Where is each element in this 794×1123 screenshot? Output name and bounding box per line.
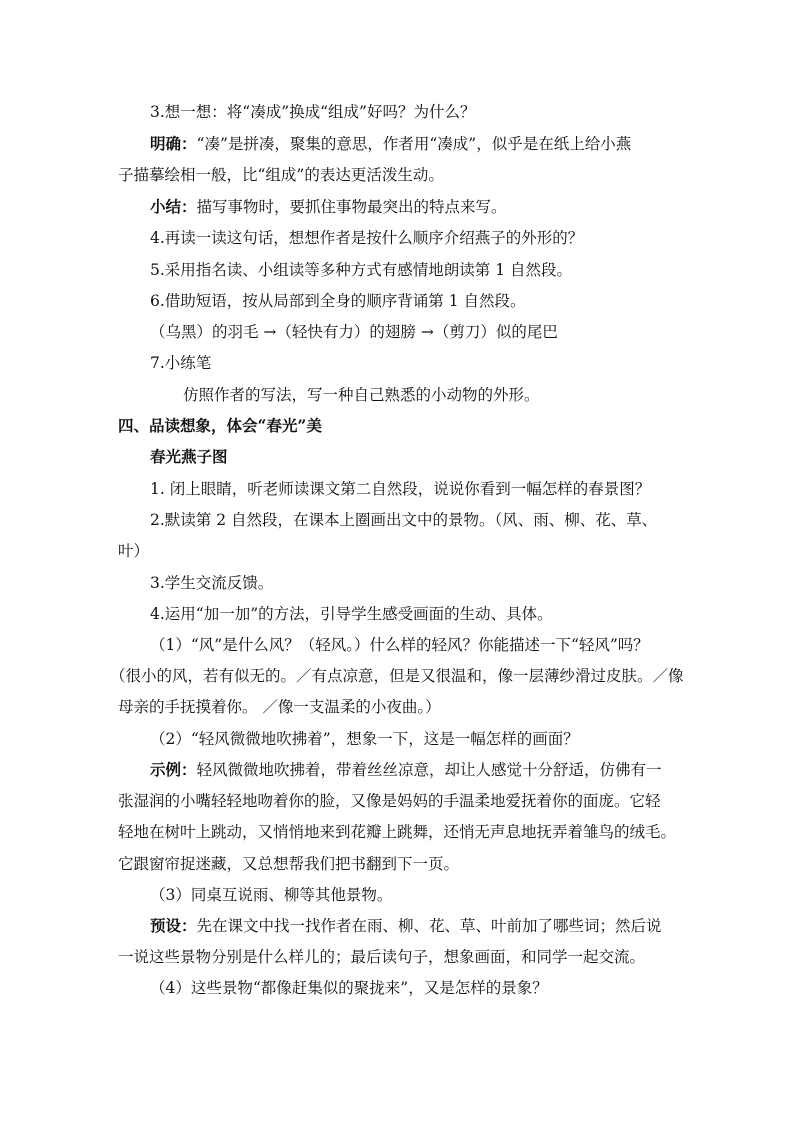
text-line-28 [118, 947, 678, 967]
line-text: （3）同桌互说雨、柳等其他景物。 [150, 886, 393, 904]
label-mingque: 明确： [150, 134, 197, 153]
text-line-21 [150, 729, 710, 749]
label-shili: 示例： [150, 760, 197, 779]
text-line-27 [150, 916, 710, 936]
line-text: “凑”是拼凑，聚集的意思，作者用“凑成”，似乎是在纸上给小燕 [196, 135, 632, 153]
section-heading [118, 416, 678, 436]
line-text: 张湿润的小嘴轻轻地吻着你的脸，又像是妈妈的手温柔地爱抚着你的面庞。它轻 [118, 792, 661, 810]
text-line-7 [150, 291, 710, 311]
line-text: 3.想一想：将“凑成”换成“组成”好吗？为什么？ [150, 103, 476, 121]
line-text: 仿照作者的写法，写一种自己熟悉的小动物的外形。 [183, 386, 540, 404]
sub-heading [150, 447, 710, 467]
text-line-19 [110, 666, 684, 686]
text-line-16 [150, 573, 710, 593]
line-text: 它跟窗帘捉迷藏，又总想帮我们把书翻到下一页。 [118, 855, 460, 873]
line-text: 子描摹绘相一般，比“组成”的表达更活泼生动。 [118, 166, 444, 184]
text-line-10 [183, 385, 743, 405]
line-text: （4）这些景物“都像赶集似的聚拢来”，又是怎样的景象？ [150, 979, 548, 997]
line-text: 描写事物时，要抓住事物最突出的特点来写。 [196, 198, 507, 216]
text-line-13 [150, 479, 710, 499]
text-line-15 [118, 541, 678, 561]
line-text: 一说这些景物分别是什么样儿的；最后读句子，想象画面，和同学一起交流。 [118, 948, 646, 966]
text-line-4 [150, 197, 710, 217]
text-line-22 [150, 760, 710, 780]
text-line-6 [150, 260, 710, 280]
line-text: 轻地在树叶上跳动，又悄悄地来到花瓣上跳舞，还悄无声息地抚弄着雏鸟的绒毛。 [118, 823, 677, 841]
line-text: （很小的风，若有似无的。／有点凉意，但是又很温和，像一层薄纱滑过皮肤。／像 [110, 667, 684, 685]
text-line-24 [118, 822, 678, 842]
text-line-1 [150, 102, 710, 122]
line-text: 2.默读第 2 自然段，在课本上圈画出文中的景物。（风、雨、柳、花、草、 [150, 511, 658, 529]
line-text: （1）“风”是什么风？（轻风。）什么样的轻风？你能描述一下“轻风”吗？ [150, 636, 649, 654]
sub-heading-text: 春光燕子图 [150, 447, 228, 466]
line-text: 7.小练笔 [150, 354, 212, 372]
line-text: 先在课文中找一找作者在雨、柳、花、草、叶前加了哪些词；然后说 [196, 917, 662, 935]
line-text: 6.借助短语，按从局部到全身的顺序背诵第 1 自然段。 [150, 292, 526, 310]
label-xiaojie: 小结： [150, 197, 197, 216]
text-line-18 [150, 635, 710, 655]
line-text: 1. 闭上眼睛，听老师读课文第二自然段，说说你看到一幅怎样的春景图？ [150, 480, 651, 498]
line-text: 轻风微微地吹拂着，带着丝丝凉意，却让人感觉十分舒适，仿佛有一 [196, 761, 662, 779]
text-line-3 [118, 165, 678, 185]
line-text: 3.学生交流反馈。 [150, 574, 274, 592]
line-text: 叶） [118, 542, 150, 560]
text-line-26 [150, 885, 710, 905]
label-yushe: 预设： [150, 916, 197, 935]
line-text: 4.再读一读这句话，想想作者是按什么顺序介绍燕子的外形的？ [150, 229, 584, 247]
line-text: （2）“轻风微微地吹拂着”，想象一下，这是一幅怎样的画面？ [150, 730, 579, 748]
text-line-5 [150, 228, 710, 248]
text-line-29 [150, 978, 710, 998]
text-line-20 [118, 697, 678, 717]
text-line-2 [150, 134, 710, 154]
text-line-9 [150, 353, 710, 373]
line-text: （乌黑）的羽毛 →（轻快有力）的翅膀 →（剪刀）似的尾巴 [150, 323, 558, 341]
text-line-17 [150, 604, 710, 624]
text-line-8 [150, 322, 710, 342]
line-text: 母亲的手抚摸着你。 ／像一支温柔的小夜曲。） [118, 698, 441, 716]
line-text: 5.采用指名读、小组读等多种方式有感情地朗读第 1 自然段。 [150, 261, 573, 279]
text-line-14 [150, 510, 710, 530]
text-line-23 [118, 791, 678, 811]
text-line-25 [118, 854, 678, 874]
heading-text: 四、品读想象，体会“春光”美 [118, 416, 322, 435]
line-text: 4.运用“加一加”的方法，引导学生感受画面的生动、具体。 [150, 605, 553, 623]
